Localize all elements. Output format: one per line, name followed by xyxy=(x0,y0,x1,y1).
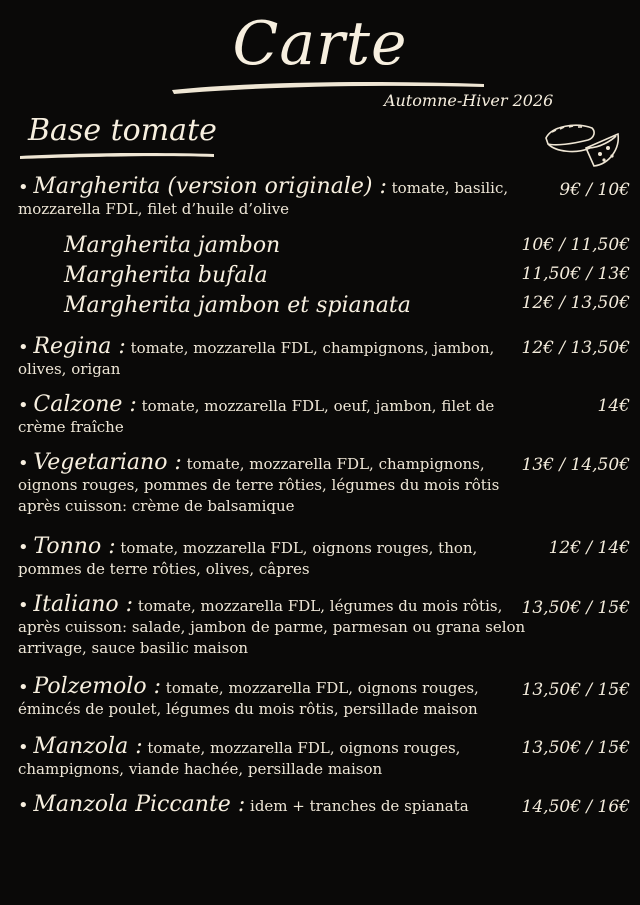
item-price: 13€ / 14,50€ xyxy=(521,455,630,475)
menu-item-margherita xyxy=(18,176,528,220)
item-description: tomate, mozzarella FDL, légumes du mois rôtis, après cuisson: salade, jambon de parme, parmesan ou grana selon arrivage, sauce basilic maison xyxy=(18,597,526,657)
section-underline xyxy=(18,150,218,162)
bullet: • xyxy=(18,795,29,816)
variant-name: Margherita jambon et spianata xyxy=(64,293,411,318)
item-description: tomate, mozzarella FDL, champignons, jambon, olives, origan xyxy=(18,339,495,378)
item-separator: : xyxy=(118,592,134,617)
variant-name: Margherita jambon xyxy=(64,233,281,258)
variant-price: 12€ / 13,50€ xyxy=(521,293,630,313)
item-description: tomate, basilic, mozzarella FDL, filet d’huile d’olive xyxy=(18,179,509,218)
bullet: • xyxy=(18,737,29,758)
item-description: tomate, mozzarella FDL, oignons rouges, émincés de poulet, légumes du mois rôtis, persillade maison xyxy=(18,679,479,718)
item-price: 9€ / 10€ xyxy=(559,180,630,200)
item-price: 14€ xyxy=(597,396,630,416)
item-name: Margherita (version originale) xyxy=(33,174,373,199)
item-name: Calzone xyxy=(33,392,123,417)
item-description: idem + tranches de spianata xyxy=(250,797,469,815)
item-name: Manzola Piccante xyxy=(33,792,231,817)
variant-price: 10€ / 11,50€ xyxy=(521,235,630,255)
menu-item-manzola-piccante xyxy=(18,794,528,817)
item-name: Vegetariano xyxy=(33,450,168,475)
item-price: 13,50€ / 15€ xyxy=(521,738,630,758)
item-separator: : xyxy=(230,792,246,817)
bullet: • xyxy=(18,177,29,198)
menu-item-italiano xyxy=(18,594,528,659)
item-description: tomate, mozzarella FDL, oignons rouges, champignons, viande hachée, persillade maison xyxy=(18,739,461,778)
item-description: tomate, mozzarella FDL, oeuf, jambon, filet de crème fraîche xyxy=(18,397,495,436)
page-title: Carte xyxy=(232,9,408,79)
item-separator: : xyxy=(167,450,182,475)
item-description: tomate, mozzarella FDL, oignons rouges, thon, pommes de terre rôties, olives, câpres xyxy=(18,539,478,578)
item-name: Italiano xyxy=(33,592,119,617)
variant-name: Margherita bufala xyxy=(64,263,268,288)
bullet: • xyxy=(18,453,29,474)
menu-item-polzemolo xyxy=(18,676,528,720)
item-separator: : xyxy=(101,534,116,559)
item-separator: : xyxy=(128,734,143,759)
pizza-sandwich-icon xyxy=(542,118,622,170)
item-name: Regina xyxy=(33,334,112,359)
menu-item-manzola xyxy=(18,736,528,780)
item-price: 12€ / 14€ xyxy=(548,538,630,558)
bullet: • xyxy=(18,677,29,698)
menu-item-tonno xyxy=(18,536,528,580)
item-separator: : xyxy=(122,392,137,417)
bullet: • xyxy=(18,395,29,416)
item-separator: : xyxy=(111,334,126,359)
item-name: Polzemolo xyxy=(33,674,147,699)
item-price: 13,50€ / 15€ xyxy=(521,680,630,700)
item-name: Tonno xyxy=(33,534,102,559)
menu-item-regina xyxy=(18,336,528,380)
item-price: 14,50€ / 16€ xyxy=(521,797,630,817)
item-price: 12€ / 13,50€ xyxy=(521,338,630,358)
bullet: • xyxy=(18,337,29,358)
section-title: Base tomate xyxy=(28,113,217,148)
season-label: Automne-Hiver 2026 xyxy=(384,91,554,110)
bullet: • xyxy=(18,595,29,616)
item-separator: : xyxy=(372,174,387,199)
menu-item-calzone xyxy=(18,394,528,438)
item-price: 13,50€ / 15€ xyxy=(521,598,630,618)
item-separator: : xyxy=(146,674,162,699)
bullet: • xyxy=(18,537,29,558)
item-description: tomate, mozzarella FDL, champignons, oignons rouges, pommes de terre rôties, légumes du mois rôtis après cuisson: crème de balsamique xyxy=(18,455,500,515)
variant-price: 11,50€ / 13€ xyxy=(521,264,630,284)
item-name: Manzola xyxy=(33,734,129,759)
menu-item-vegetariano xyxy=(18,452,528,517)
